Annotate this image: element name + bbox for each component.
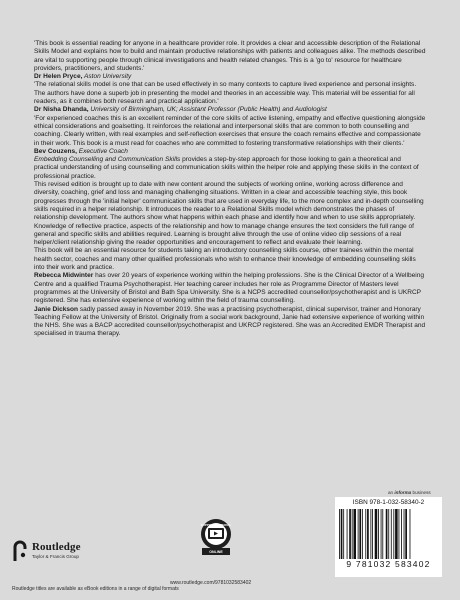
book-title: Embedding Counselling and Communication Skills	[34, 156, 181, 164]
testimonial	[34, 40, 426, 81]
author-bio-text: has over 20 years of experience working within the helping professions. She is the Clinical Director of a Wellbeing Centre and a qualified Trauma Psychotherapist. Her teaching career includes her role as Programme Director of Masters level programmes at the University of Bristol and Bath Spa University. She is a NCPS accredited counsellor/psychotherapist and is UKRCP registered. She has extensive experience of working within the field of trauma counselling.	[34, 272, 424, 305]
testimonial	[34, 115, 426, 156]
testimonial-quote: 'This book is essential reading for anyone in a healthcare provider role. It provides a clear and accessible description of the Relational Skills Model and explains how to build and maintain productive relationships with patients and colleagues alike. The methods described are vital to supporting people through clinical investigations and health related changes. This is a 'go to' resource for healthcare providers, practitioners, and students.'	[34, 40, 426, 72]
isbn-digits: 9 781032 583402	[346, 559, 431, 569]
testimonial-affiliation: Executive Coach	[76, 147, 128, 155]
ebook-note: Routledge titles are available as eBook editions in a range of digital formats	[12, 586, 179, 592]
publisher-group: Taylor & Francis Group	[32, 554, 79, 559]
publisher-url: www.routledge.com/9781032583402	[170, 580, 252, 586]
author-name: Rebecca Midwinter	[34, 272, 94, 280]
testimonial-attribution	[34, 106, 426, 114]
informa-imprint	[388, 490, 431, 495]
testimonial-attribution	[34, 148, 426, 156]
author-name: Janie Dickson	[34, 305, 79, 313]
testimonial-affiliation: Aston University	[82, 73, 132, 81]
routledge-logo	[12, 540, 102, 564]
cover-text	[34, 40, 426, 339]
author-bio-text: sadly passed away in November 2019. She was a practising psychotherapist, clinical supervisor, trainer and Honorary Teaching Fellow at the University of Bristol. Originally from a social work background, Janie had extensive experience of working within the NHS. She was a BACP accredited counsellor/psychotherapist and UKRCP registered. She was an Accredited EMDR Therapist and specialised in trauma therapy.	[34, 305, 426, 338]
testimonial	[34, 81, 426, 114]
author-bio	[34, 272, 426, 305]
testimonial-quote: 'For experienced coaches this is an excellent reminder of the core skills of active listening, empathy and effective questioning alongside ethical considerations and goalsetting. It reinforces the relational and interpersonal skills that are common to both counselling and coaching. Clearly written, with real examples and self-reflection exercises that ensure the coach remains effective and compassionate in their work. This book is a must read for coaches who are committed to fostering transformative relationships with their clients.'	[34, 114, 426, 147]
imprint-prefix: an	[388, 490, 395, 495]
imprint-suffix: business	[411, 490, 431, 495]
author-bio	[34, 306, 426, 339]
description-paragraph: This revised edition is brought up to date with new content around the subjects of working online, working across difference and diversity, coaching, grief and loss and managing challenging situations. Written in a clear and accessible teaching style, this book progresses through the 'initial helper' communication skills that are used in everyday life, to the more complex and in-depth counselling skills required in a helper relationship. It introduces the reader to a Relational Skills model which demonstrates the phases of relationship development. The authors show what happens within each phase and identify how and when to use skills appropriately. Knowledge of reflective practice, aspects of the relationship and how to manage change ensures the text considers the full range of general and specific skills and abilities required. Learning is brought alive through the use of online video clip sessions of a real helper/client relationship giving the reader opportunities and encouragement to reflect and evaluate their learning.	[34, 181, 424, 247]
testimonial-name: Dr Helen Pryce,	[34, 73, 83, 81]
isbn-label: ISBN 978-1-032-58340-2	[352, 499, 425, 506]
description-intro-text: provides a step-by-step approach for those looking to gain a theoretical and practical understanding of using counselling and communication skills within the helper role and applying these skills in the context of professional practice.	[34, 156, 419, 180]
testimonial-name: Dr Nisha Dhanda,	[34, 106, 89, 114]
badge-top-text: SUPPORT MATERIAL	[200, 523, 232, 527]
testimonial-name: Bev Couzens,	[34, 147, 77, 155]
description-paragraph: This book will be an essential resource for students taking an introductory counselling skills course, other trainees within the mental health sector, coaches and many other qualified professionals who wish to enhance their knowledge of embedding counselling skills into their work and practice.	[34, 247, 416, 272]
imprint-brand: informa	[394, 490, 412, 495]
testimonial-quote: 'The relational skills model is one that can be used effectively in so many contexts to capture lived experience and personal insights. The authors have done a superb job in presenting the model and theories in an accessible way. This material will be essential for all readers, as it combines both research and practical application.'	[34, 81, 417, 106]
support-material-badge-icon	[199, 518, 233, 558]
footer	[0, 506, 460, 592]
routledge-mark-icon	[12, 540, 28, 562]
badge-bottom-text: ONLINE	[209, 550, 223, 555]
testimonial-affiliation: University of Birmingham, UK; Assistant Professor (Public Health) and Audiologist	[88, 106, 327, 114]
publisher-name: Routledge	[32, 541, 81, 553]
description-intro	[34, 156, 426, 181]
testimonial-attribution	[34, 73, 426, 81]
